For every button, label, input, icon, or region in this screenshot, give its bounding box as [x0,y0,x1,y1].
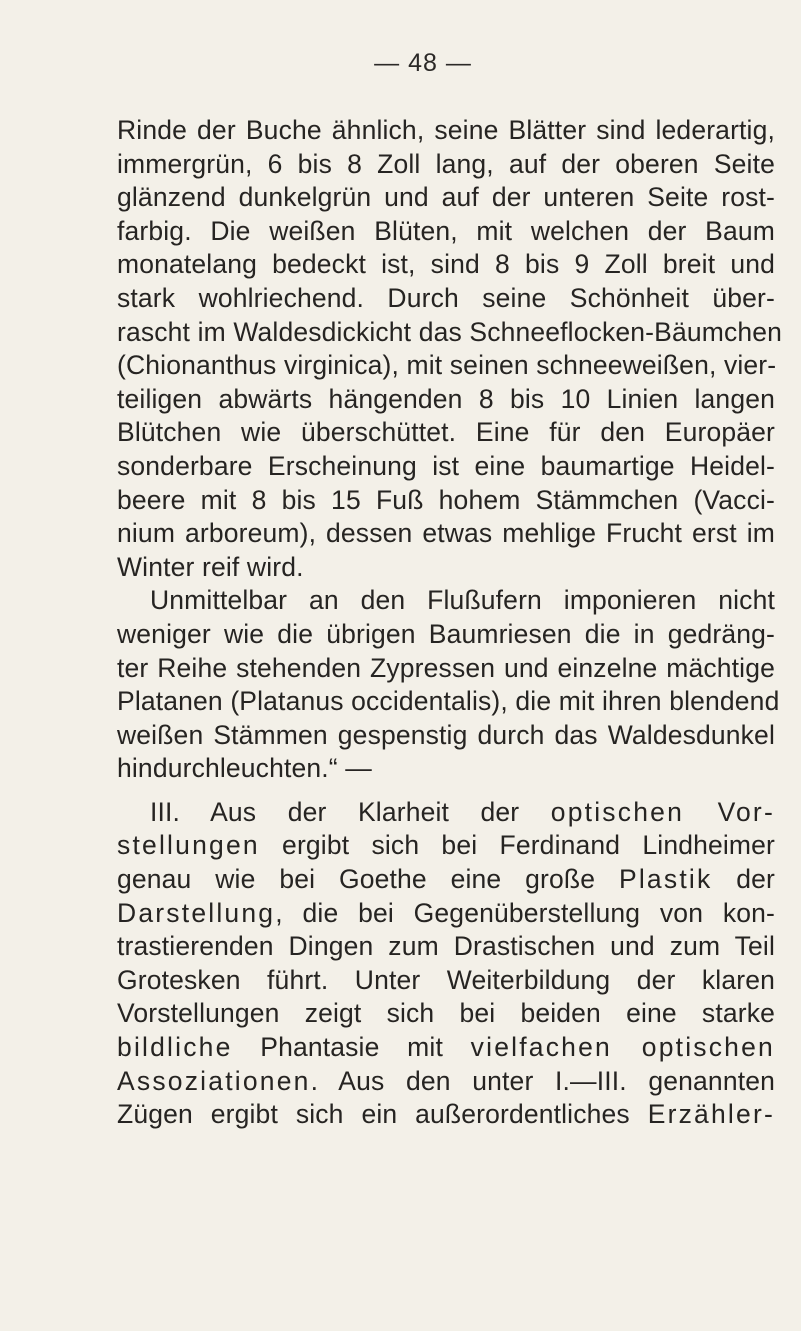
emphasis-text: bildliche [117,1032,233,1063]
text-fragment: Zügen ergibt sich ein außerordentliches [117,1099,648,1130]
text-fragment: Phantasie mit [232,1032,471,1063]
text-fragment: der [712,864,776,895]
text-fragment: , die bei Gegenüberstellung von kon- [275,897,775,928]
page-number: — 48 — [374,49,472,77]
text-line: Unmittelbar an den Flußufern imponieren nicht [150,585,775,616]
text-fragment: ergibt sich bei Ferdinand Lindheimer [259,830,775,861]
text-line: glänzend dunkelgrün und auf der unteren Seite rost- [117,182,775,213]
text-line [117,897,775,931]
text-line: farbig. Die weißen Blüten, mit welchen der Baum [117,215,775,246]
emphasis-text: Erzähler- [647,1099,775,1130]
text-line: nium arboreum), dessen etwas mehlige Frucht erst im [117,518,775,549]
text-line: weniger wie die übrigen Baumriesen die in gedräng- [117,618,775,649]
emphasis-text: optischen Vor- [550,796,775,827]
emphasis-text: vielfachen optischen [470,1032,775,1063]
text-line [117,1031,775,1065]
emphasis-text: Assoziationen [117,1065,311,1096]
paragraph-2 [117,584,780,786]
text-line: trastierenden Dingen zum Drastischen und zum Teil [117,931,775,962]
paragraph-3 [117,796,775,1132]
text-line [117,863,775,897]
text-line [117,1098,775,1132]
text-line: rascht im Waldesdickicht das Schneeflocken-Bäumchen [117,316,783,347]
text-line [117,829,775,863]
text-line: Platanen (Platanus occidentalis), die mit ihren blendend [117,686,780,717]
text-line: sonderbare Erscheinung ist eine baumartige Heidel- [117,450,775,481]
text-line: (Chionanthus virginica), mit seinen schneeweißen, vier- [117,350,777,381]
text-line: Winter reif wird. [117,551,304,582]
text-line: Grotesken führt. Unter Weiterbildung der klaren [117,964,775,995]
emphasis-text: Darstellung [117,897,276,928]
text-line: Rinde der Buche ähnlich, seine Blätter sind lederartig, [117,115,775,145]
text-fragment: genau wie bei Goethe eine große [117,864,619,895]
text-line: weißen Stämmen gespenstig durch das Waldesdunkel [117,719,775,750]
paragraph-1 [117,114,783,584]
text-line [117,1065,775,1099]
text-line: immergrün, 6 bis 8 Zoll lang, auf der oberen Seite [117,148,775,179]
text-line: ter Reihe stehenden Zypressen und einzelne mächtige [117,652,775,683]
text-fragment: . Aus den unter I.—III. genannten [310,1065,775,1096]
emphasis-text: Plastik [618,864,713,895]
text-line: stark wohlriechend. Durch seine Schönheit über- [117,282,775,313]
text-line: monatelang bedeckt ist, sind 8 bis 9 Zoll breit und [117,249,775,280]
emphasis-text: stellungen [117,830,260,861]
text-line: Blütchen wie überschüttet. Eine für den Europäer [117,417,775,448]
text-line: Vorstellungen zeigt sich bei beiden eine starke [117,998,775,1029]
text-line: beere mit 8 bis 15 Fuß hohem Stämmchen (Vacci- [117,484,775,515]
text-line: teiligen abwärts hängenden 8 bis 10 Linien langen [117,383,775,414]
text-line: hindurchleuchten.“ — [117,753,372,784]
text-line [117,796,775,830]
text-fragment: III. Aus der Klarheit der [150,796,551,827]
